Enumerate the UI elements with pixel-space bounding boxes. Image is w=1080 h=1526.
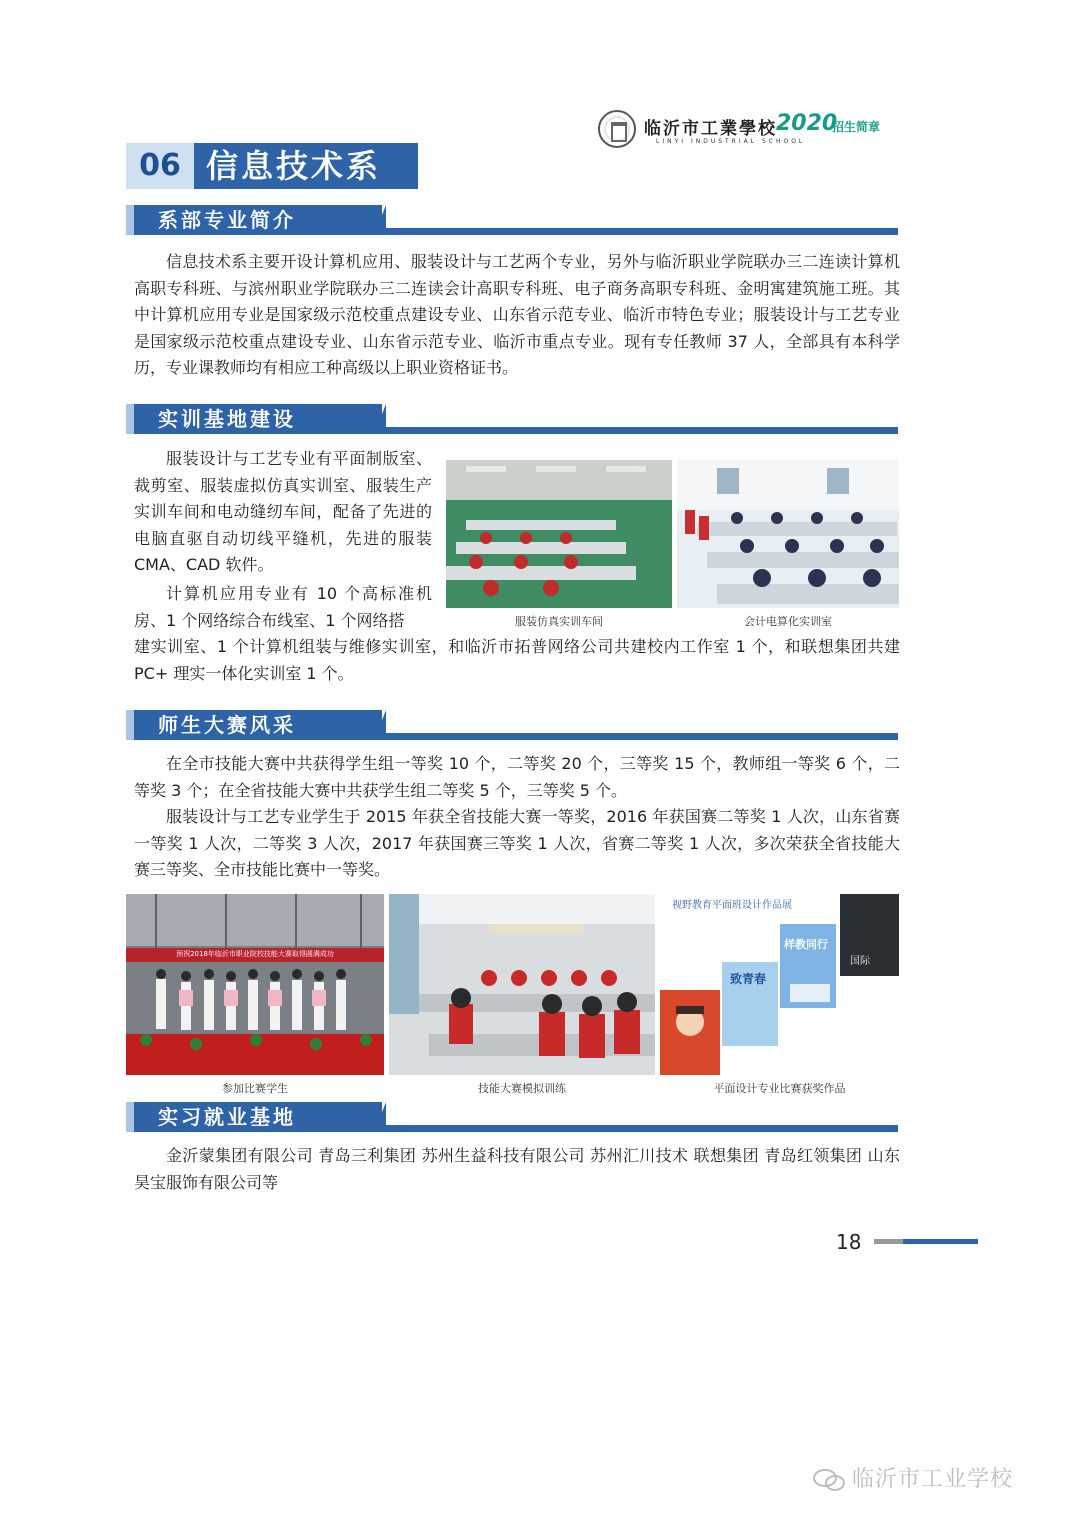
photo-caption: 服装仿真实训车间 — [515, 615, 603, 628]
design-works-collage — [660, 894, 899, 1075]
employment-paragraph: 金沂蒙集团有限公司 青岛三利集团 苏州生益科技有限公司 苏州汇川技术 联想集团 青岛红领集团 山东昊宝服饰有限公司等 — [134, 1146, 900, 1192]
poster-title-2: 样教同行 — [784, 938, 828, 951]
photo-caption: 技能大赛模拟训练 — [478, 1082, 566, 1095]
photo-caption: 参加比赛学生 — [222, 1082, 288, 1095]
intro-paragraph: 信息技术系主要开设计算机应用、服装设计与工艺两个专业，另外与临沂职业学院联办三二连读计算机高职专科班、与滨州职业学院联办三二连读会计高职专科班、电子商务高职专科班、金明寓建筑施工班。其中计算机应用专业是国家级示范校重点建设专业、山东省示范专业、临沂市特色专业；服装设计与工艺专业是国家级示范校重点建设专业、山东省示范专业、临沂市重点专业。现有专任教师 37 人，全部具有本科学历，专业课教师均有相应工种高级以上职业资格证书。 — [134, 252, 900, 377]
sewing-workshop-photo — [446, 460, 672, 608]
computer-lab-photo — [677, 460, 899, 608]
contest-banner-text: 预祝2018年临沂市职业院校技能大赛取得圆满成功 — [176, 950, 334, 958]
section-title: 师生大赛风采 — [158, 713, 296, 737]
page-number: 18 — [836, 1230, 862, 1254]
contest-paragraph-2: 服装设计与工艺专业学生于 2015 年获全省技能大赛一等奖，2016 年获国赛二等奖 1 人次，山东省赛一等奖 1 人次，二等奖 3 人次，2017 年获国赛三等奖 1 人次，省赛二等奖 1 人次，多次荣获全省技能大赛三等奖、全市技能比赛中一等奖。 — [134, 807, 900, 879]
section-title: 系部专业简介 — [158, 208, 296, 232]
section-header-training — [126, 404, 898, 434]
collage-heading: 视野教育平面班设计作品展 — [672, 900, 792, 911]
training-paragraph-1: 服装设计与工艺专业有平面制版室、裁剪室、服装虚拟仿真实训室、服装生产实训车间和电动缝纫车间，配备了先进的电脑直驱自动切线平缝机，先进的服装 CMA、CAD 软件。 — [134, 449, 432, 574]
contest-training-photo — [389, 894, 655, 1075]
wechat-icon — [812, 1468, 846, 1492]
contest-paragraph-1: 在全市技能大赛中共获得学生组一等奖 10 个，二等奖 20 个，三等奖 15 个，教师组一等奖 6 个，二等奖 3 个；在全省技能大赛中共获学生组二等奖 5 个，三等奖 5 个。 — [134, 754, 900, 800]
department-banner — [126, 143, 418, 189]
photo-caption: 会计电算化实训室 — [744, 615, 832, 628]
section-header-intro — [126, 205, 898, 235]
contest-students-photo — [126, 894, 384, 1075]
school-brand — [598, 108, 898, 152]
watermark-text: 临沂市工业学校 — [852, 1467, 1014, 1492]
department-number: 06 — [126, 143, 194, 189]
photo-caption: 平面设计专业比赛获奖作品 — [713, 1082, 846, 1095]
poster-title-3: 国际 — [850, 956, 870, 967]
brochure-year: 2020 — [776, 111, 838, 136]
training-paragraph-2a: 计算机应用专业有 10 个高标准机房、1 个网络综合布线室、1 个网络搭 — [134, 584, 432, 630]
poster-title-1: 致青春 — [730, 972, 767, 986]
section-header-contest — [126, 710, 898, 740]
page-number-rule — [874, 1239, 978, 1244]
section-title: 实习就业基地 — [158, 1105, 296, 1129]
school-name-en: LINYI INDUSTRIAL SCHOOL — [656, 138, 806, 145]
department-title: 信息技术系 — [206, 147, 382, 185]
brochure-label: 招生简章 — [832, 120, 881, 134]
section-header-employment — [126, 1102, 898, 1132]
section-title: 实训基地建设 — [158, 407, 296, 431]
school-name: 临沂市工業學校 — [644, 119, 777, 139]
training-paragraph-2b: 建实训室、1 个计算机组装与维修实训室，和临沂市拓普网络公司共建校内工作室 1 个，和联想集团共建 PC+ 理实一体化实训室 1 个。 — [134, 637, 900, 683]
wechat-watermark — [812, 1464, 1052, 1496]
school-seal-logo — [598, 110, 636, 148]
